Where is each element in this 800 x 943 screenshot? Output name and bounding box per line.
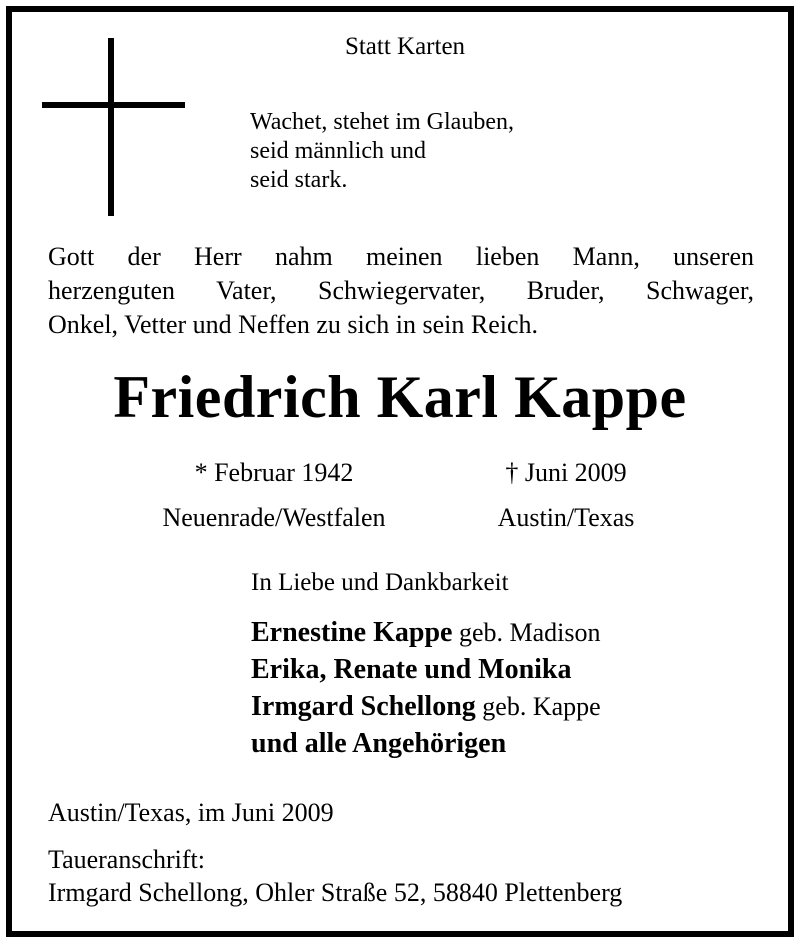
mourner-name: Ernestine Kappe bbox=[251, 617, 453, 648]
quote-line: Wachet, stehet im Glauben, bbox=[250, 109, 514, 135]
mourners-list bbox=[251, 614, 601, 762]
death-info bbox=[416, 450, 716, 540]
intro-line: herzenguten Vater, Schwiegervater, Bruder, Schwager, bbox=[48, 276, 754, 305]
mourner-name: Irmgard Schellong bbox=[251, 691, 476, 722]
death-date: † Juni 2009 bbox=[505, 458, 627, 487]
mourner-row bbox=[251, 725, 601, 762]
condolence-address: Irmgard Schellong, Ohler Straße 52, 58840 Plettenberg bbox=[48, 878, 623, 907]
birth-place: Neuenrade/Westfalen bbox=[162, 503, 386, 532]
thanks-line: In Liebe und Dankbarkeit bbox=[251, 569, 509, 596]
mourner-nee: geb. Madison bbox=[452, 618, 601, 647]
death-place: Austin/Texas bbox=[497, 503, 635, 532]
mourner-row bbox=[251, 651, 601, 688]
bible-quote bbox=[250, 108, 514, 195]
mourner-name: und alle Angehörigen bbox=[251, 728, 507, 759]
mourner-row bbox=[251, 614, 601, 651]
mourner-nee: geb. Kappe bbox=[475, 692, 601, 721]
quote-line: seid männlich und bbox=[250, 138, 426, 164]
intro-line: Gott der Herr nahm meinen lieben Mann, unseren bbox=[48, 242, 754, 271]
notice-heading: Statt Karten bbox=[344, 33, 466, 60]
mourner-row bbox=[251, 688, 601, 725]
place-date: Austin/Texas, im Juni 2009 bbox=[48, 798, 334, 827]
birth-info bbox=[124, 450, 424, 540]
deceased-name: Friedrich Karl Kappe bbox=[113, 364, 687, 430]
intro-line: Onkel, Vetter und Neffen zu sich in sein Reich. bbox=[48, 310, 539, 339]
birth-date: * Februar 1942 bbox=[194, 458, 354, 487]
cross-icon bbox=[108, 38, 114, 216]
condolence-label: Taueranschrift: bbox=[48, 845, 205, 874]
cross-icon-bar bbox=[42, 102, 185, 108]
quote-line: seid stark. bbox=[250, 167, 348, 193]
intro-paragraph bbox=[48, 240, 754, 342]
mourner-name: Erika, Renate und Monika bbox=[251, 654, 572, 685]
